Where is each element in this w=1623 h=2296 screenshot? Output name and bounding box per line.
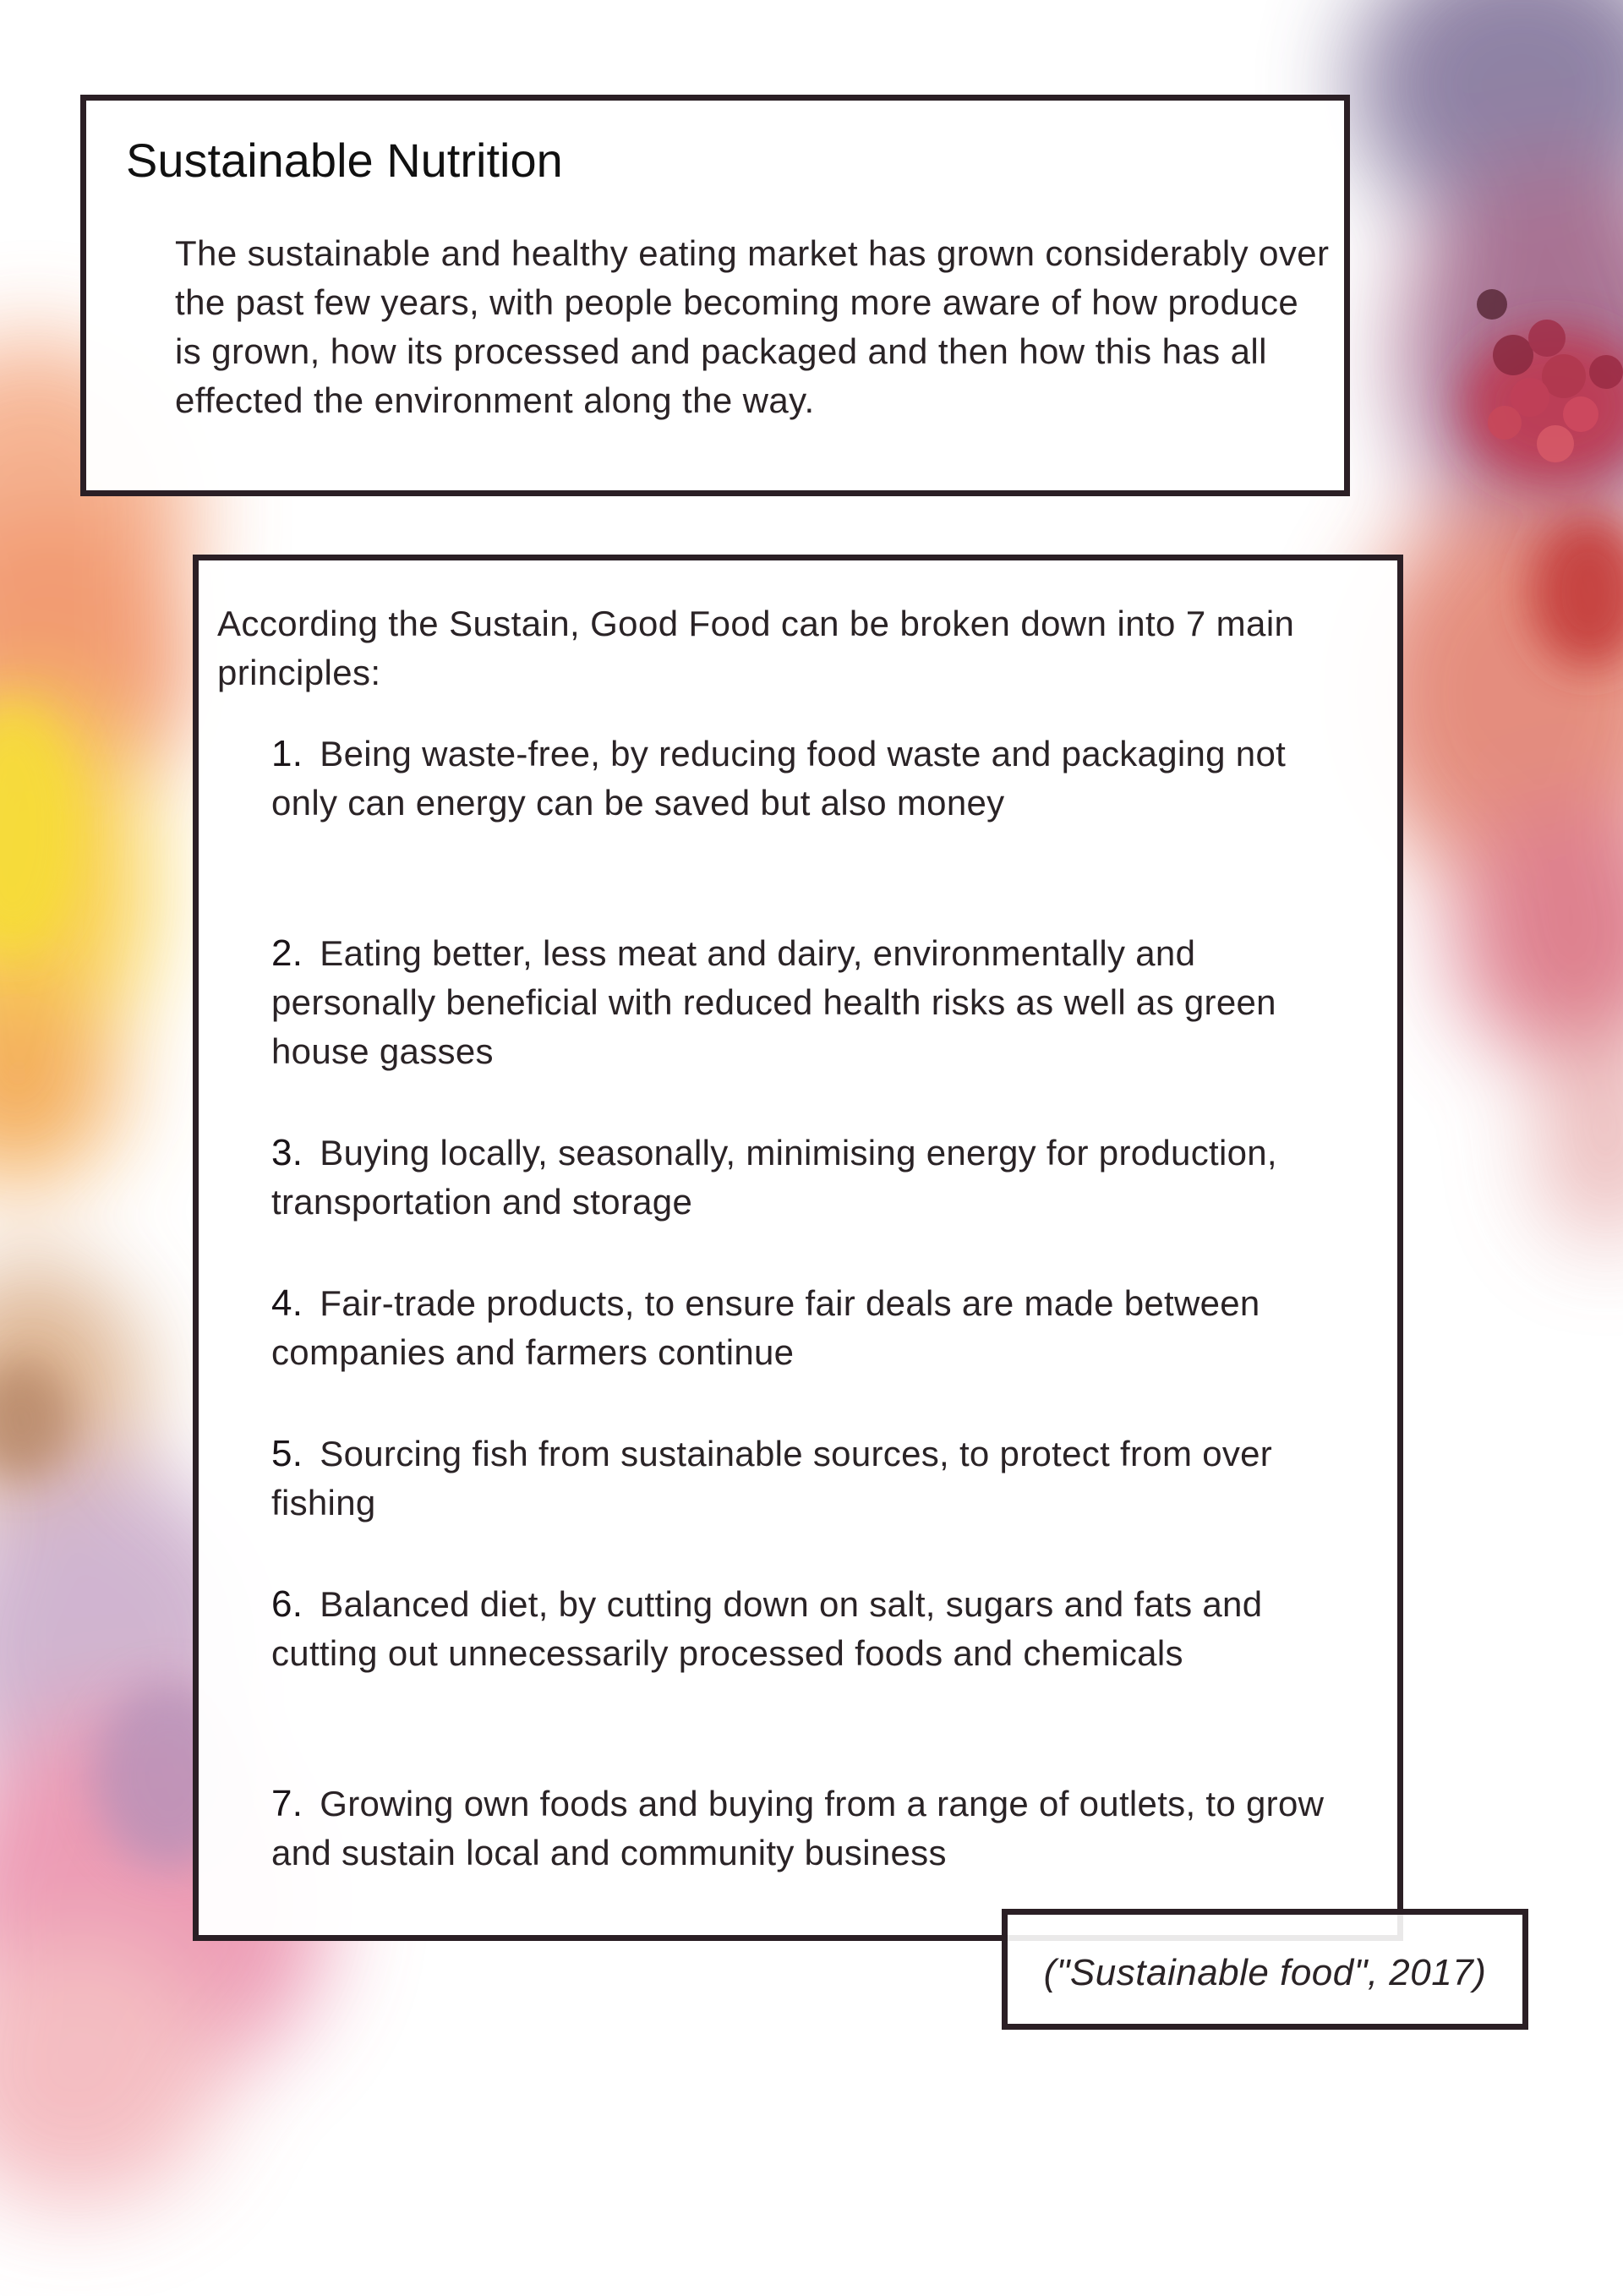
- principle-number: 1.: [271, 733, 303, 774]
- page-title: Sustainable Nutrition: [126, 134, 563, 187]
- principle-number: 7.: [271, 1783, 303, 1824]
- principle-text: Growing own foods and buying from a range of outlets, to grow and sustain local and community business: [271, 1784, 1325, 1872]
- principle-text: Eating better, less meat and dairy, environmentally and personally beneficial with reduced health risks as well as green house gasses: [271, 933, 1276, 1071]
- principle-item-5: [271, 1430, 1362, 1528]
- principle-item-6: [271, 1580, 1362, 1678]
- intro-paragraph: The sustainable and healthy eating market has grown considerably over the past few years, with people becoming more aware of how produce is grown, how its processed and packaged and then how this has all effected the environment along the way.: [175, 233, 1330, 420]
- principles-lead: According the Sustain, Good Food can be broken down into 7 main principles:: [217, 604, 1295, 692]
- citation-text: ("Sustainable food", 2017): [1043, 1952, 1487, 1993]
- principle-text: Being waste-free, by reducing food waste and packaging not only can energy can be saved but also money: [271, 734, 1287, 823]
- principle-item-1: [271, 730, 1362, 828]
- principle-number: 3.: [271, 1132, 303, 1173]
- citation-panel: [1002, 1909, 1528, 2030]
- principle-number: 2.: [271, 932, 303, 974]
- principle-item-2: [271, 929, 1362, 1076]
- principle-number: 4.: [271, 1282, 303, 1324]
- principle-item-7: [271, 1779, 1362, 1878]
- principle-item-3: [271, 1129, 1362, 1227]
- principle-text: Sourcing fish from sustainable sources, to protect from over fishing: [271, 1434, 1273, 1522]
- principle-text: Balanced diet, by cutting down on salt, sugars and fats and cutting out unnecessarily processed foods and chemicals: [271, 1584, 1263, 1673]
- intro-panel: [80, 95, 1350, 496]
- principle-number: 5.: [271, 1433, 303, 1474]
- principle-number: 6.: [271, 1583, 303, 1625]
- principle-item-4: [271, 1279, 1362, 1377]
- principles-panel: [193, 555, 1403, 1941]
- principle-text: Fair-trade products, to ensure fair deals are made between companies and farmers continue: [271, 1283, 1260, 1372]
- principle-text: Buying locally, seasonally, minimising energy for production, transportation and storage: [271, 1133, 1277, 1222]
